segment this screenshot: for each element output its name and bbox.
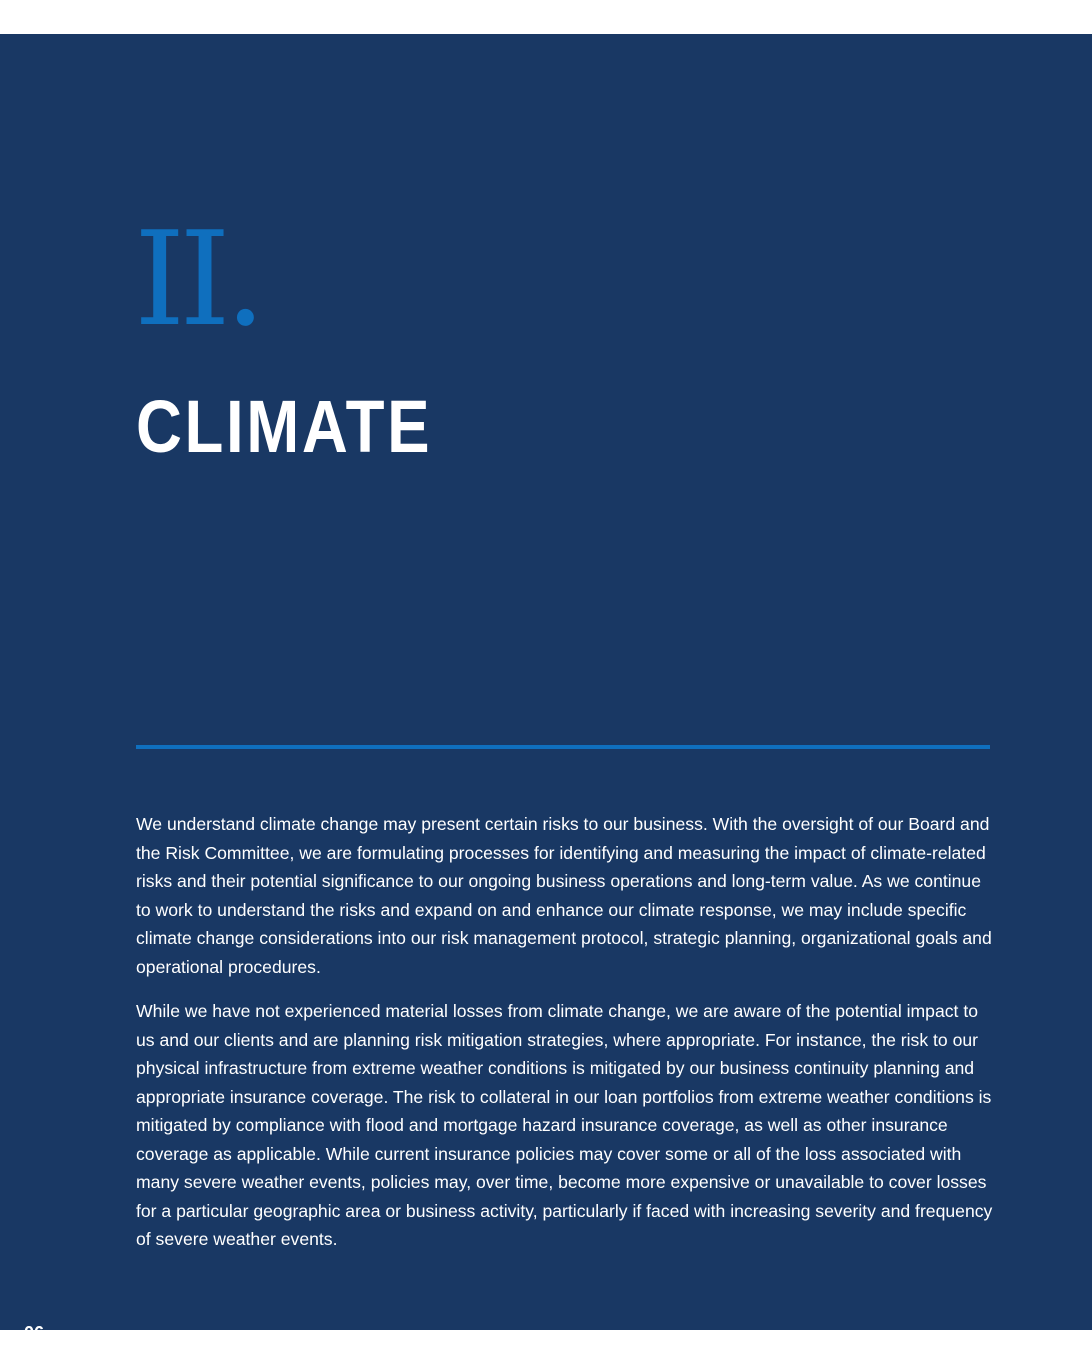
body-text — [136, 810, 994, 1270]
body-paragraph: While we have not experienced material losses from climate change, we are aware of the potential impact to us and our clients and are planning risk mitigation strategies, where appropriate. For instance, the risk to our physical infrastructure from extreme weather conditions is mitigated by our business continuity planning and appropriate insurance coverage. The risk to collateral in our loan portfolios from extreme weather conditions is mitigated by compliance with flood and mortgage hazard insurance coverage, as well as other insurance coverage as applicable. While current insurance policies may cover some or all of the loss associated with many severe weather events, policies may, over time, become more expensive or unavailable to cover losses for a particular geographic area or business activity, particularly if faced with increasing severity and frequency of severe weather events. — [136, 1001, 993, 1249]
section-numeral: II. — [134, 203, 261, 355]
content-panel — [0, 34, 1092, 1343]
body-paragraph: We understand climate change may present certain risks to our business. With the oversight of our Board and the Risk Committee, we are formulating processes for identifying and measuring the impact of climate-related risks and their potential significance to our ongoing business operations and long-term value. As we continue to work to understand the risks and expand on and enhance our climate response, we may include specific climate change considerations into our risk management protocol, strategic planning, organizational goals and operational procedures. — [136, 814, 992, 977]
page-number: 06 — [24, 1323, 45, 1343]
section-title: CLIMATE — [136, 385, 433, 468]
divider-rule — [136, 745, 990, 749]
